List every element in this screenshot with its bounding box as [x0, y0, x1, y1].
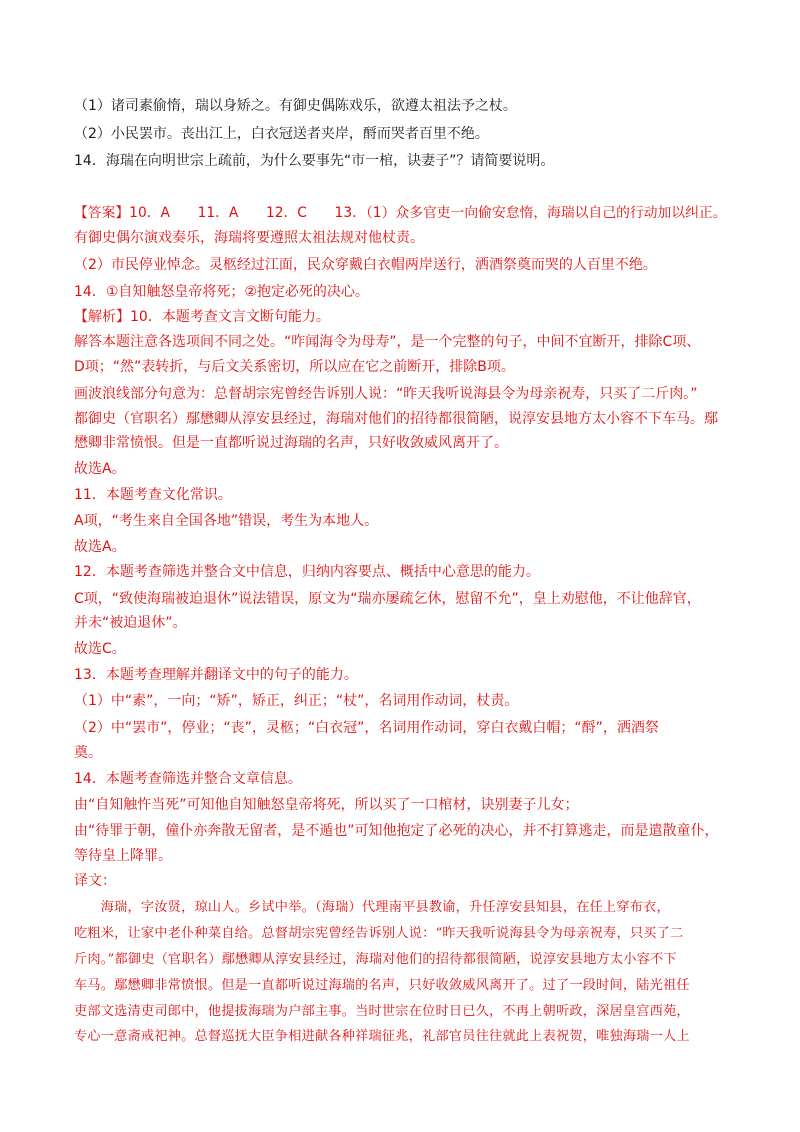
- answer-line: 等待皇上降罪。: [74, 848, 172, 864]
- translation-line: 海瑞，字汝贤，琼山人。乡试中举。（海瑞）代理南平县教谕，升任淳安县知县，在任上穿布衣，: [74, 900, 670, 915]
- answer-line: （1）中“素”，一向；“矫”，矫正，纠正；“杖”，名词用作动词，杖责。: [74, 693, 519, 709]
- answer-line: 由“自知触忤当死”可知他自知触怒皇帝将死，所以买了一口棺材，诀别妻子儿女；: [74, 797, 579, 813]
- answer-line: 故选C。: [74, 641, 126, 657]
- answer-line: 都御史（官职名）鄢懋卿从淳安县经过，海瑞对他们的招待都很简陋，说淳安县地方太小容不下车马。鄢: [74, 411, 718, 427]
- answer-line: 故选A。: [74, 539, 126, 555]
- answer-line: 13．本题考查理解并翻译文中的句子的能力。: [74, 667, 358, 683]
- translation-line: 吃粗米，让家中老仆种菜自给。总督胡宗宪曾经告诉别人说：“昨天我听说海县令为母亲祝寿，只买了二: [74, 926, 684, 941]
- answer-line: 并未“被迫退休”。: [74, 615, 187, 631]
- answer-line: 【答案】10．A 11．A 12．C 13．（1）众多官吏一向偷安怠惰，海瑞以自己的行动加以纠正。: [74, 205, 727, 221]
- question-13-1: （1）诸司素偷惰，瑞以身矫之。有御史偶陈戏乐，欲遵太祖法予之杖。: [74, 98, 517, 114]
- answer-line: 有御史偶尔演戏奏乐，海瑞将要遵照太祖法规对他杖责。: [74, 230, 424, 246]
- answer-line: 懋卿非常愤恨。但是一直都听说过海瑞的名声，只好收敛威风离开了。: [74, 435, 508, 451]
- answer-line: C项，“致使海瑞被迫退休”说法错误，原文为“瑞亦屡疏乞休，慰留不允”，皇上劝慰他，不让他辞官，: [74, 591, 701, 607]
- translation-line: 斤肉。”都御史（官职名）鄢懋卿从淳安县经过，海瑞对他们的招待都很简陋，说淳安县地方太小容不下: [74, 952, 677, 967]
- question-14: 14．海瑞在向明世宗上疏前，为什么要事先“市一棺，诀妻子”？请简要说明。: [74, 153, 555, 169]
- analysis-heading: 【解析】10．本题考查文言文断句能力。: [74, 309, 330, 325]
- answer-line: （2）中“罢市”，停业；“丧”，灵柩；“白衣冠”，名词用作动词，穿白衣戴白帽；“酹”，洒酒祭: [74, 720, 659, 736]
- translation-heading: 译文：: [74, 873, 116, 889]
- answer-line: 故选A。: [74, 461, 126, 477]
- answer-line: 由“待罪于朝，僮仆亦奔散无留者，是不遁也”可知他抱定了必死的决心，并不打算逃走，而是遣散童仆，: [74, 823, 719, 839]
- answer-line: D项；“然”表转折，与后文关系密切，所以应在它之前断开，排除B项。: [74, 359, 515, 375]
- translation-line: 车马。鄢懋卿非常愤恨。但是一直都听说过海瑞的名声，只好收敛威风离开了。过了一段时间，陆光祖任: [74, 978, 690, 993]
- answer-line: 14．本题考查筛选并整合文章信息。: [74, 771, 302, 787]
- answer-line: A项，“考生来自全国各地”错误，考生为本地人。: [74, 513, 379, 529]
- translation-line: 专心一意斋戒祀神。总督巡抚大臣争相进献各种祥瑞征兆，礼部官员往往就此上表祝贺，唯独海瑞一人上: [74, 1029, 690, 1044]
- translation-line: 吏部文选清吏司郎中，他提拔海瑞为户部主事。当时世宗在位时日已久，不再上朝听政，深居皇宫西苑，: [74, 1004, 690, 1019]
- answer-line: 12．本题考查筛选并整合文中信息，归纳内容要点、概括中心意思的能力。: [74, 564, 540, 580]
- answer-line: 解答本题注意各选项间不同之处。“咋闻海令为母寿”，是一个完整的句子，中间不宜断开，排除C项、: [74, 334, 701, 350]
- answer-line: 14．①自知触怒皇帝将死；②抱定必死的决心。: [74, 284, 369, 300]
- question-13-2: （2）小民罢市。丧出江上，白衣冠送者夹岸，酹而哭者百里不绝。: [74, 126, 489, 142]
- answer-line: 奠。: [74, 745, 102, 761]
- answer-line: 11．本题考查文化常识。: [74, 487, 232, 503]
- answer-line: 画波浪线部分句意为：总督胡宗宪曾经告诉别人说：“昨天我听说海县令为母亲祝寿，只买了二斤肉。”: [74, 386, 698, 402]
- answer-line: （2）市民停业悼念。灵柩经过江面，民众穿戴白衣帽两岸送行，洒酒祭奠而哭的人百里不绝。: [74, 257, 657, 273]
